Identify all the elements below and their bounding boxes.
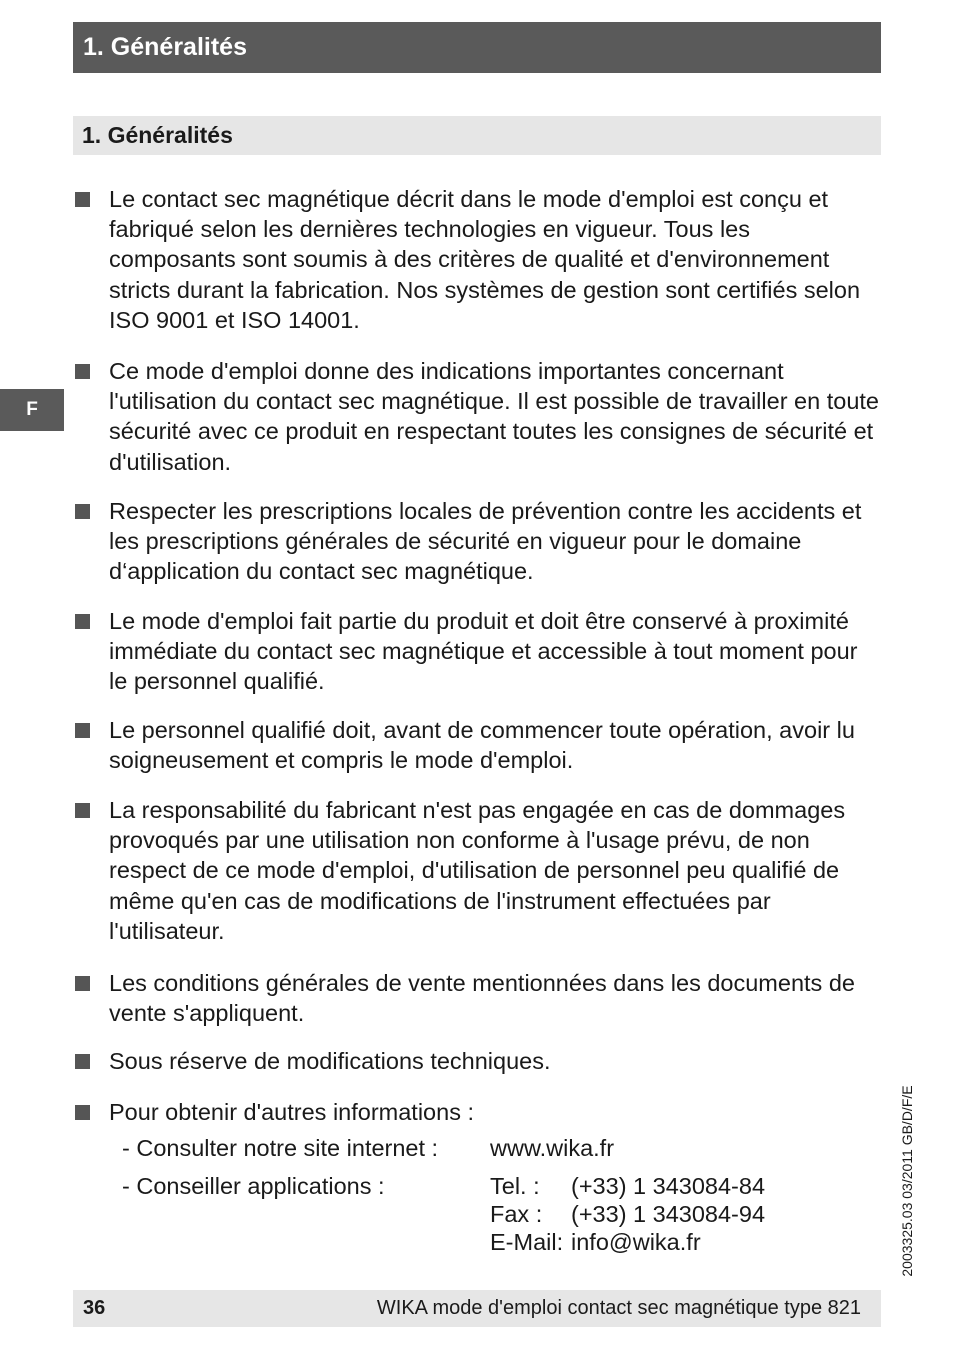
applications-label: - Conseiller applications :: [122, 1173, 385, 1199]
fax-value: (+33) 1 343084-94: [571, 1201, 766, 1227]
fax-label: Fax :: [490, 1201, 543, 1227]
footer-text: WIKA mode d'emploi contact sec magnétique type 821: [376, 1297, 861, 1319]
tel-label: Tel. :: [490, 1173, 540, 1199]
website-label: - Consulter notre site internet :: [122, 1135, 439, 1161]
bullet-square-icon: [75, 504, 90, 519]
bullet-square-icon: [75, 976, 90, 991]
section-title: 1. Généralités: [82, 122, 233, 148]
bullet-paragraph: Ce mode d'emploi donne des indications importantes concernant l'utilisation du contact sec magnétique. Il est possible de travailler en toute sécurité avec ce produit en respectant toutes les consignes de sécurité et d'utilisation.: [109, 358, 879, 475]
footer: [73, 1290, 881, 1327]
chapter-header: [73, 22, 881, 73]
bullet-square-icon: [75, 1054, 90, 1069]
chapter-title: 1. Généralités: [83, 33, 247, 61]
bullet-paragraph: Le mode d'emploi fait partie du produit et doit être conservé à proximité immédiate du contact sec magnétique et accessible à tout moment pour le personnel qualifié.: [109, 608, 858, 695]
bullet-square-icon: [75, 723, 90, 738]
bullet-paragraph: Le contact sec magnétique décrit dans le mode d'emploi est conçu et fabriqué selon les dernières technologies en vigueur. Tous les composants sont soumis à des critères de qualité et d'environnement stricts durant la fabrication. Nos systèmes de gestion sont certifiés selon ISO 9001 et ISO 14001.: [109, 186, 861, 333]
tel-value: (+33) 1 343084-84: [571, 1173, 766, 1199]
bullet-square-icon: [75, 614, 90, 629]
email-label: E-Mail:: [490, 1229, 564, 1255]
bullet-paragraph: Respecter les prescriptions locales de prévention contre les accidents et les prescriptions générales de sécurité en vigueur pour le domaine d‘application du contact sec magnétique.: [109, 498, 862, 585]
bullet-paragraph: Le personnel qualifié doit, avant de commencer toute opération, avoir lu soigneusement et compris le mode d'emploi.: [109, 717, 855, 774]
bullet-paragraph: Pour obtenir d'autres informations :: [109, 1099, 475, 1125]
bullet-paragraph: La responsabilité du fabricant n'est pas engagée en cas de dommages provoqués par une utilisation non conforme à l'usage prévu, de non respect de ce mode d'emploi, d'utilisation de personnel peu qualifié de même qu'en cas de modifications de l'instrument effectuées par l'utilisateur.: [109, 797, 846, 944]
section-header: [73, 116, 881, 155]
page-number: 36: [83, 1297, 106, 1319]
email-value: info@wika.fr: [571, 1229, 701, 1255]
bullet-square-icon: [75, 192, 90, 207]
document-code: [897, 1072, 917, 1290]
bullet-paragraph: Les conditions générales de vente mentionnées dans les documents de vente s'appliquent.: [109, 970, 855, 1027]
bullet-paragraph: Sous réserve de modifications techniques.: [109, 1048, 551, 1074]
bullet-square-icon: [75, 1105, 90, 1120]
website-value: www.wika.fr: [490, 1135, 615, 1161]
document-code-text: 2003325.03 03/2011 GB/D/F/E: [899, 1085, 915, 1277]
bullet-square-icon: [75, 364, 90, 379]
language-tab: F: [0, 389, 64, 431]
bullet-square-icon: [75, 803, 90, 818]
